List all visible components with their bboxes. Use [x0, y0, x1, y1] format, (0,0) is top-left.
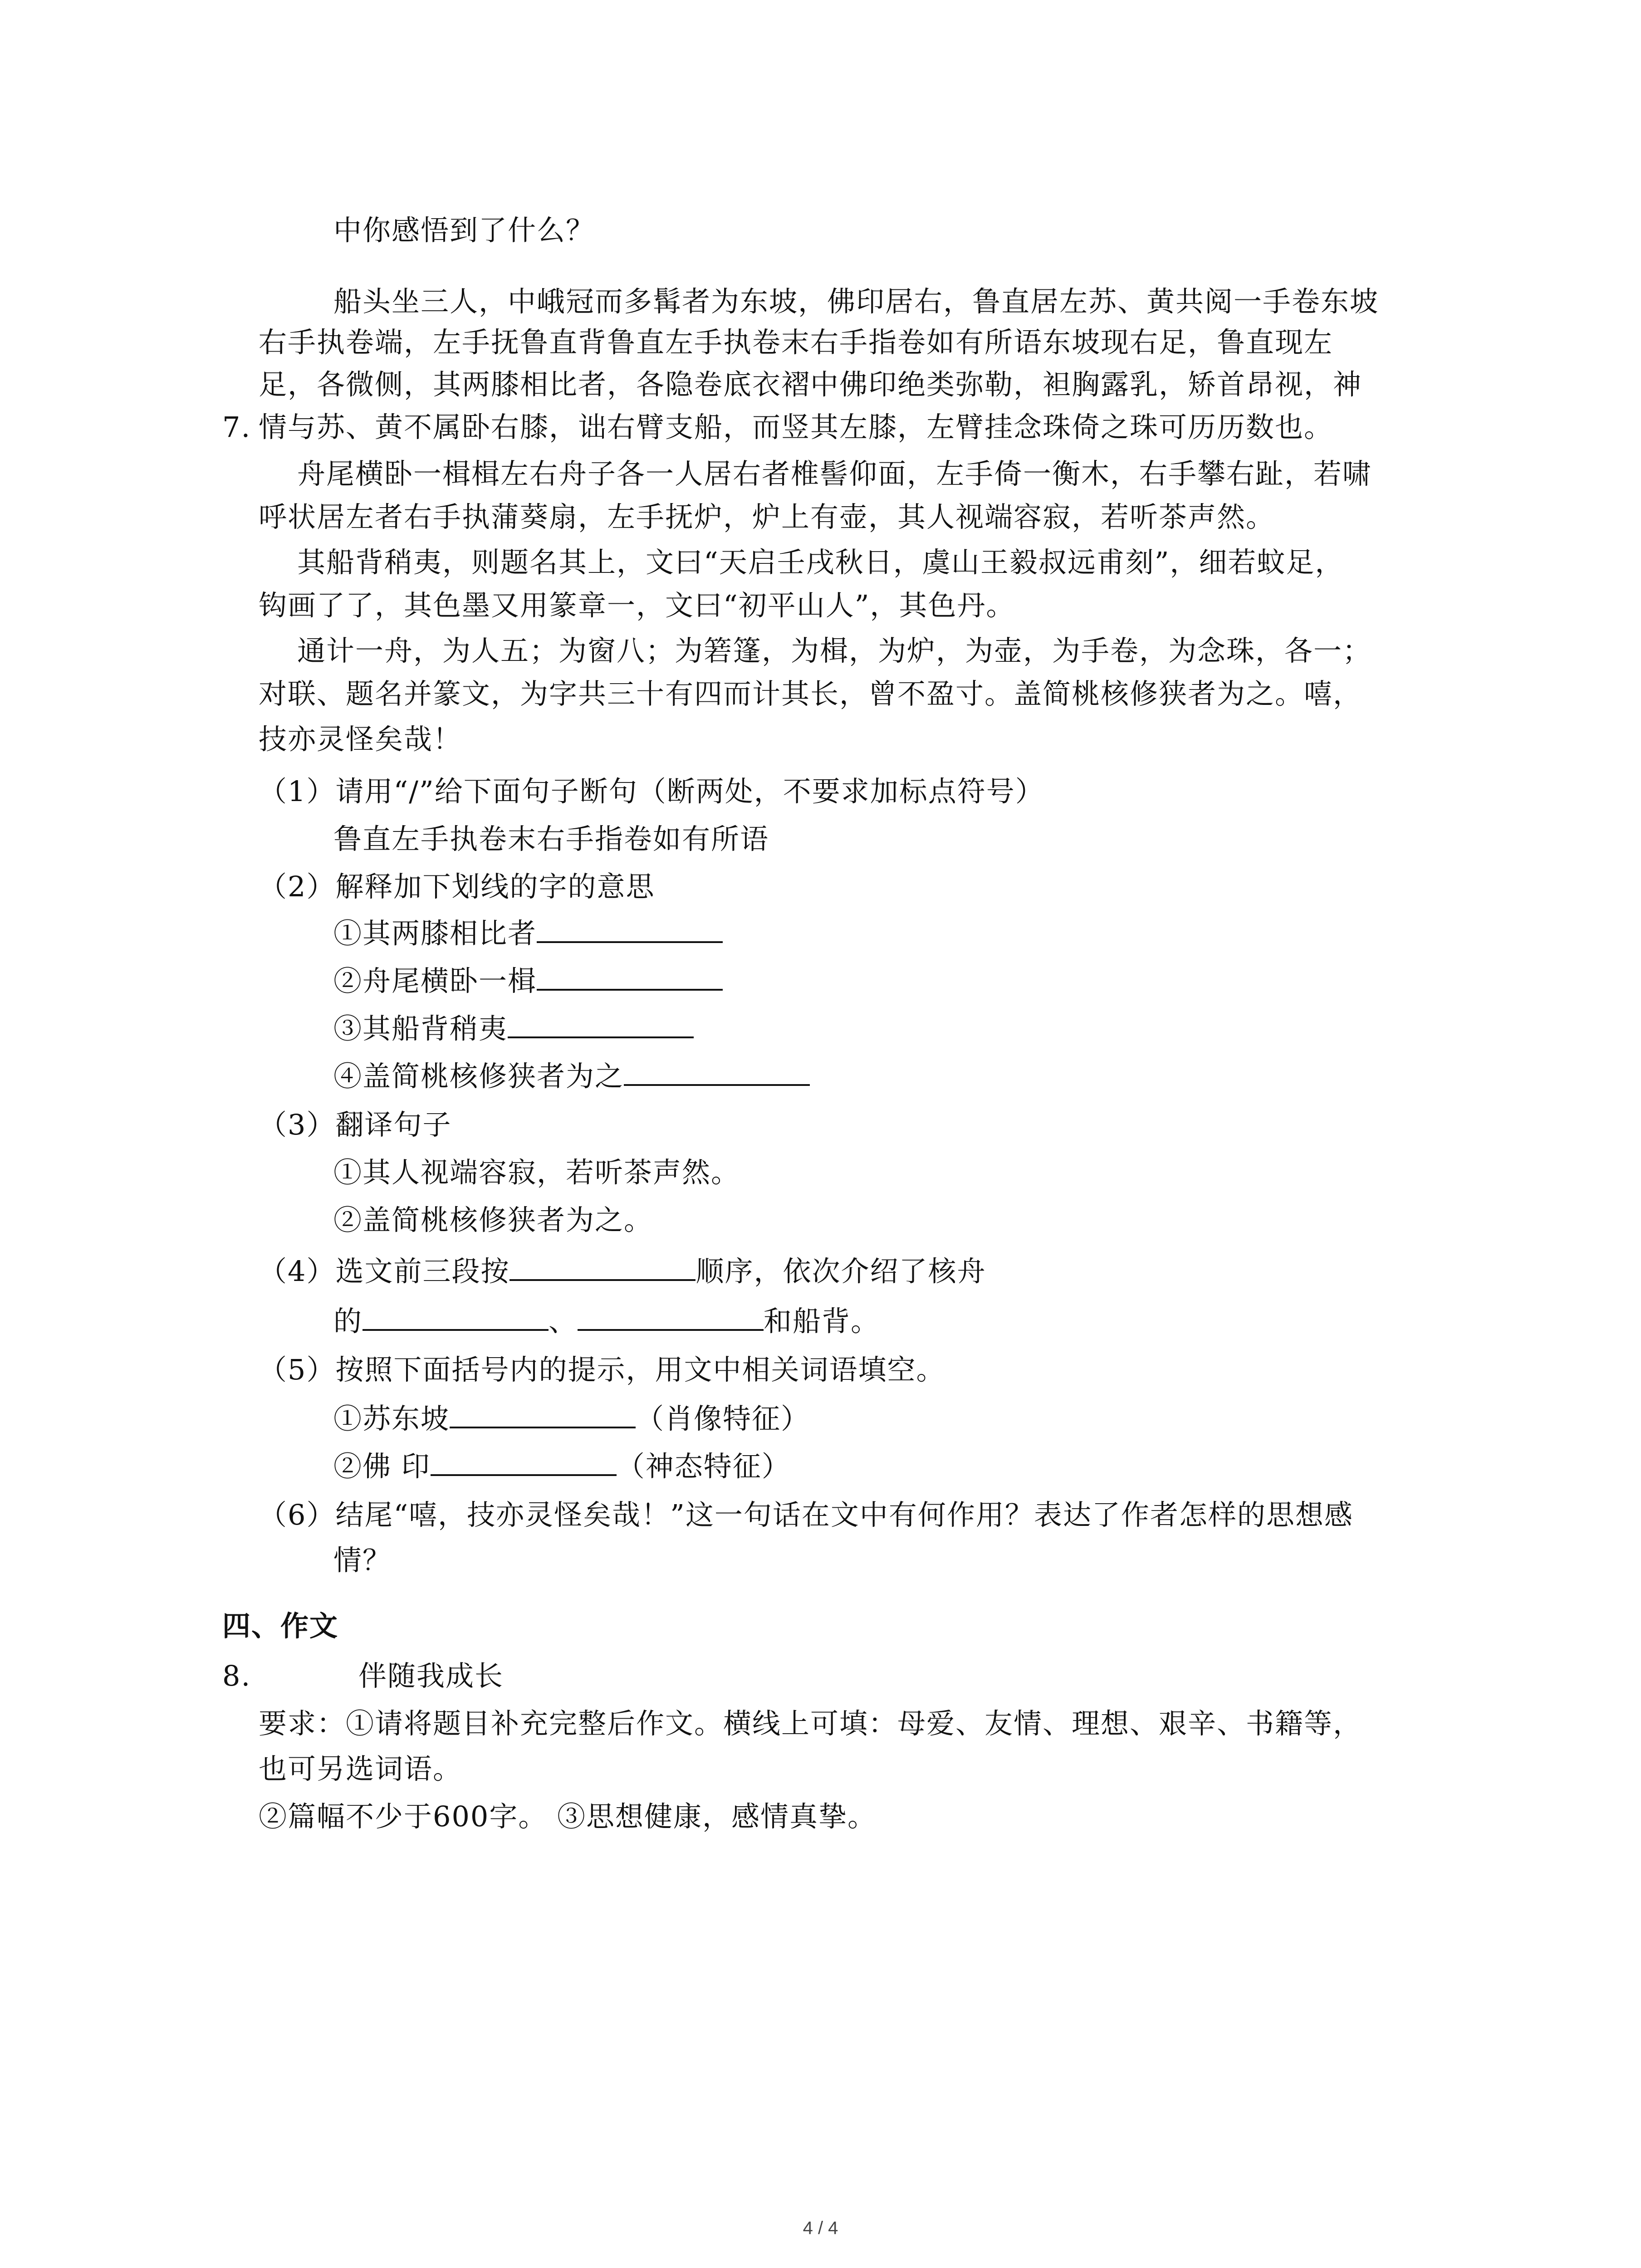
answer-blank[interactable] [509, 1252, 696, 1281]
answer-blank[interactable] [362, 1302, 549, 1331]
sub-question-1: （1）请用“/”给下面句子断句（断两处，不要求加标点符号） [259, 775, 1044, 808]
item-text: 的 [333, 1305, 363, 1338]
sub-question-2: （2）解释加下划线的字的意思 [259, 870, 655, 903]
item-text: （肖像特征） [636, 1402, 810, 1435]
text-line: 钩画了了，其色墨又用篆章一，文曰“初平山人”，其色丹。 [259, 589, 1015, 622]
answer-blank[interactable] [450, 1399, 636, 1428]
question-number: 7. [222, 411, 251, 444]
requirement-line: 也可另选词语。 [259, 1752, 462, 1785]
text-line: ①其人视端容寂，若听茶声然。 [333, 1156, 740, 1189]
text-line: 舟尾横卧一楫楫左右舟子各一人居右者椎髻仰面，左手倚一衡木，右手攀右趾，若啸 [297, 457, 1372, 490]
text-line: 鲁直左手执卷末右手指卷如有所语 [333, 822, 769, 855]
essay-title: 伴随我成长 [358, 1659, 504, 1692]
question-number: 8. [222, 1659, 251, 1692]
text-line: 通计一舟，为人五；为窗八；为箬篷，为楫，为炉，为壶，为手卷，为念珠，各一； [297, 634, 1372, 667]
text-line: 呼状居左者右手执蒲葵扇，左手抚炉，炉上有壶，其人视端容寂，若听茶声然。 [259, 500, 1275, 533]
answer-blank[interactable] [537, 962, 723, 991]
item-text: 顺序，依次介绍了核舟 [696, 1255, 986, 1288]
sub-question-4 [259, 1252, 986, 1290]
answer-blank[interactable] [431, 1447, 617, 1476]
sub-question-5: （5）按照下面括号内的提示，用文中相关词语填空。 [259, 1353, 945, 1386]
answer-blank[interactable] [537, 914, 723, 943]
requirement-line: 要求：①请将题目补充完整后作文。横线上可填：母爱、友情、理想、艰辛、书籍等， [259, 1707, 1362, 1740]
page-number: 4 / 4 [803, 2218, 838, 2238]
item-text: 和船背。 [764, 1305, 880, 1338]
item-text: ④盖简桃核修狭者为之 [333, 1060, 624, 1093]
answer-blank[interactable] [578, 1302, 764, 1331]
item-text: 、 [549, 1305, 578, 1338]
item-text: ②佛 印 [333, 1450, 431, 1483]
item-text: ③其船背稍夷 [333, 1012, 508, 1045]
sub-question-6: （6）结尾“嘻，技亦灵怪矣哉！”这一句话在文中有何作用？表达了作者怎样的思想感 [259, 1498, 1353, 1531]
blank-item [333, 914, 723, 952]
text-line: 足，各微侧，其两膝相比者，各隐卷底衣褶中佛印绝类弥勒，袒胸露乳，矫首昂视，神 [259, 368, 1362, 401]
section-heading: 四、作文 [222, 1609, 339, 1642]
requirement-line: ②篇幅不少于600字。 ③思想健康，感情真挚。 [259, 1800, 877, 1833]
blank-item [333, 1009, 694, 1047]
text-line: 中你感悟到了什么？ [333, 214, 595, 247]
text-line: 情？ [333, 1544, 392, 1577]
item-text: ①苏东坡 [333, 1402, 450, 1435]
blank-item [333, 1302, 880, 1339]
text-line: 技亦灵怪矣哉！ [259, 723, 462, 756]
text-line: 其船背稍夷，则题名其上，文曰“天启壬戌秋日，虞山王毅叔远甫刻”，细若蚊足， [297, 546, 1344, 579]
answer-blank[interactable] [624, 1057, 810, 1086]
text-line: 船头坐三人，中峨冠而多髯者为东坡，佛印居右，鲁直居左苏、黄共阅一手卷东坡 [333, 285, 1379, 318]
text-line: 情与苏、黄不属卧右膝，诎右臂支船，而竖其左膝，左臂挂念珠倚之珠可历历数也。 [259, 411, 1333, 444]
item-text: ②舟尾横卧一楫 [333, 964, 537, 997]
text-line: 对联、题名并篆文，为字共三十有四而计其长，曾不盈寸。盖简桃核修狭者为之。嘻， [259, 677, 1362, 710]
answer-blank[interactable] [508, 1009, 694, 1038]
item-text: （4）选文前三段按 [259, 1255, 510, 1288]
blank-item [333, 1057, 810, 1095]
text-line: 右手执卷端，左手抚鲁直背鲁直左手执卷末右手指卷如有所语东坡现右足，鲁直现左 [259, 326, 1333, 359]
blank-item [333, 1399, 810, 1437]
text-line: ②盖简桃核修狭者为之。 [333, 1203, 653, 1237]
blank-item [333, 1447, 791, 1485]
sub-question-3: （3）翻译句子 [259, 1108, 452, 1141]
blank-item [333, 962, 723, 999]
item-text: ①其两膝相比者 [333, 917, 537, 950]
item-text: （神态特征） [616, 1450, 791, 1483]
